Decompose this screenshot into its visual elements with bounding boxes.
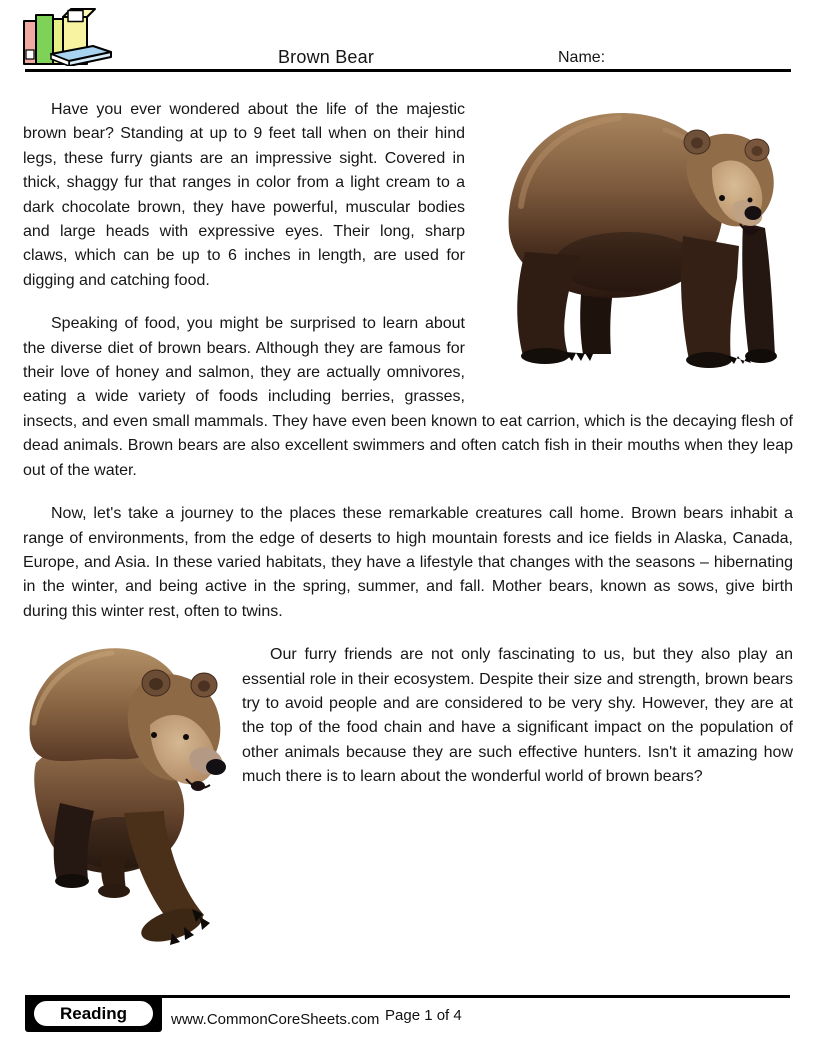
header [25, 0, 791, 72]
name-label: Name: [558, 49, 606, 66]
page-number: Page 1 of 4 [385, 1007, 462, 1024]
category-badge [25, 995, 162, 1032]
page-title: Brown Bear [277, 47, 375, 67]
brown-bear-photo-top [507, 110, 792, 373]
books-icon [21, 4, 116, 71]
passage-paragraph-3: Now, let's take a journey to the places these remarkable creatures call home. Brown bears inhabit a range of environments, from the edge of deserts to high mountain forests and ice fields in Alaska, Canada, Europe, and Asia. In these varied habitats, they have a lifestyle that changes with the seasons – hibernating in the winter, and being active in the spring, summer, and fall. Mother bears, known as sows, give birth during this winter rest, often to twins. [23, 505, 793, 620]
brown-bear-photo-bottom [26, 643, 230, 960]
passage-paragraph-2: Speaking of food, you might be surprised to learn about the diverse diet of brown bears. Although they are famous for their love of honey and salmon, they are actually omnivores, eating a wide variety of foods including berries, grasses, insects, and even small mammals. They have even been known to eat carrion, which is the decaying flesh of dead animals. Brown bears are also excellent swimmers and often catch fish in their mouths when they leap out of the water. [23, 315, 793, 479]
category-badge-label: Reading [32, 999, 155, 1028]
passage-paragraph-1: Have you ever wondered about the life of the majestic brown bear? Standing at up to 9 feet tall when on their hind legs, these furry giants are an impressive sight. Covered in thick, shaggy fur that ranges in color from a light cream to a dark chocolate brown, they have powerful, muscular bodies and large heads with expressive eyes. Their long, sharp claws, which can be up to 6 inches in length, are used for digging and catching food. [23, 101, 465, 289]
website-text: www.CommonCoreSheets.com [171, 1011, 380, 1028]
passage-paragraph-4: Our furry friends are not only fascinating to us, but they also play an essential role in their ecosystem. Despite their size and strength, brown bears try to avoid people and are considered to be very shy. However, they are at the top of the food chain and have a significant impact on the population of other animals because they are such effective hunters. Isn't it amazing how much there is to learn about the wonderful world of brown bears? [242, 646, 793, 786]
